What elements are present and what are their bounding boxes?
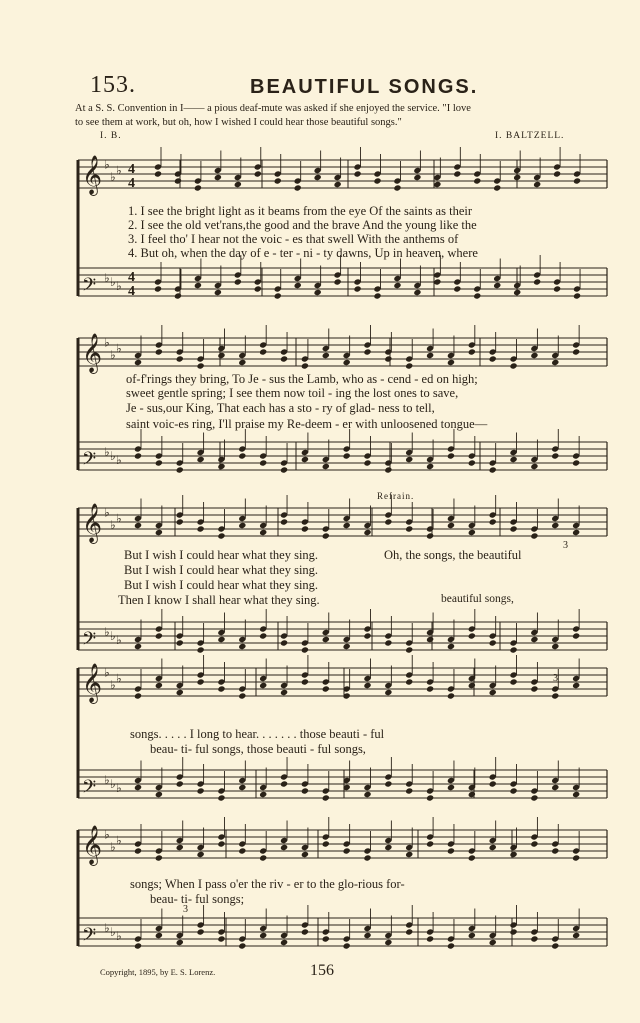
note-head — [343, 942, 351, 949]
note-head — [363, 854, 371, 861]
note-head — [530, 840, 538, 847]
note-head — [155, 529, 163, 536]
note-head — [322, 685, 330, 692]
note-head — [413, 289, 421, 296]
note-head — [573, 292, 581, 299]
note-head — [176, 466, 184, 473]
note-head — [176, 689, 184, 696]
note-head — [493, 282, 501, 289]
note-head — [176, 939, 184, 946]
note-head — [553, 170, 561, 177]
flat-sign: ♭ — [110, 678, 116, 692]
note-head — [259, 854, 267, 861]
note-head — [393, 282, 401, 289]
note-head — [197, 646, 205, 653]
note-head — [134, 452, 142, 459]
note-head — [468, 632, 476, 639]
note-head — [280, 780, 288, 787]
note-head — [468, 791, 476, 798]
treble-clef: 𝄞 — [82, 503, 103, 543]
note-head — [551, 692, 559, 699]
note-head — [489, 355, 497, 362]
note-head — [363, 932, 371, 939]
note-head — [301, 525, 309, 532]
note-head — [384, 518, 392, 525]
note-head — [194, 282, 202, 289]
bass-clef: 𝄢 — [82, 449, 97, 474]
note-head — [509, 678, 517, 685]
note-head — [214, 289, 222, 296]
note-head — [301, 362, 309, 369]
note-head — [530, 935, 538, 942]
note-head — [322, 463, 330, 470]
note-head — [197, 678, 205, 685]
note-head — [134, 847, 142, 854]
note-head — [533, 278, 541, 285]
flat-sign: ♭ — [116, 781, 122, 795]
system4-treble-text: songs. . . . . I long to hear. . . . . . . those beauti - ful — [130, 727, 385, 741]
note-head — [426, 840, 434, 847]
flat-sign: ♭ — [116, 511, 122, 526]
note-head — [572, 854, 580, 861]
note-head — [343, 359, 351, 366]
system2-verse-3: Je - sus,our King, That each has a sto - ry of glad- ness to tell, — [126, 401, 435, 415]
note-head — [405, 928, 413, 935]
note-head — [322, 794, 330, 801]
note-head — [530, 685, 538, 692]
note-head — [259, 791, 267, 798]
note-head — [373, 177, 381, 184]
system1-verse-1: 1. I see the bright light as it beams from the eye Of the saints as their — [128, 204, 473, 218]
note-head — [314, 289, 322, 296]
note-head — [217, 685, 225, 692]
note-head — [553, 285, 561, 292]
note-head — [238, 847, 246, 854]
note-head — [551, 942, 559, 949]
note-head — [530, 463, 538, 470]
note-head — [294, 184, 302, 191]
note-head — [234, 278, 242, 285]
note-head — [509, 851, 517, 858]
note-head — [433, 181, 441, 188]
hymn-number: 153. — [90, 72, 136, 98]
note-head — [134, 942, 142, 949]
note-head — [473, 177, 481, 184]
flat-sign: ♭ — [110, 777, 116, 791]
triplet-mark: 3 — [563, 540, 568, 551]
note-head — [384, 844, 392, 851]
note-head — [572, 682, 580, 689]
flat-sign: ♭ — [116, 163, 122, 178]
note-head — [363, 791, 371, 798]
note-head — [334, 181, 342, 188]
note-head — [447, 692, 455, 699]
lyricist-credit: I. B. — [100, 131, 122, 141]
note-head — [530, 794, 538, 801]
treble-clef: 𝄞 — [82, 333, 103, 373]
note-head — [238, 784, 246, 791]
note-head — [343, 847, 351, 854]
note-head — [551, 784, 559, 791]
note-head — [405, 787, 413, 794]
note-head — [384, 939, 392, 946]
treble-clef: 𝄞 — [82, 663, 103, 703]
note-head — [280, 518, 288, 525]
bass-clef: 𝄢 — [82, 925, 97, 950]
note-head — [453, 285, 461, 292]
note-head — [238, 522, 246, 529]
flat-sign: ♭ — [110, 518, 116, 532]
flat-sign: ♭ — [110, 275, 116, 289]
note-head — [134, 643, 142, 650]
note-head — [509, 787, 517, 794]
note-head — [301, 646, 309, 653]
system1-verse-2: 2. I see the old vet'rans,the good and the brave And the young like the — [128, 218, 477, 232]
note-head — [405, 525, 413, 532]
note-head — [405, 851, 413, 858]
flat-sign: ♭ — [116, 671, 122, 686]
note-head — [259, 632, 267, 639]
refrain-label: Refrain. — [377, 491, 415, 501]
refrain-bass-text: beautiful songs, — [441, 593, 514, 605]
note-head — [259, 932, 267, 939]
note-head — [176, 844, 184, 851]
flat-sign: ♭ — [110, 840, 116, 854]
note-head — [468, 932, 476, 939]
note-head — [384, 355, 392, 362]
triplet-mark: 3 — [553, 673, 558, 684]
refrain-text: Oh, the songs, the beautiful — [384, 548, 522, 562]
note-head — [280, 355, 288, 362]
note-head — [259, 459, 267, 466]
note-head — [197, 787, 205, 794]
note-head — [197, 525, 205, 532]
intro-line-2: to see them at work, but oh, how I wished I could hear those beautiful songs." — [75, 117, 402, 128]
note-head — [155, 632, 163, 639]
flat-sign: ♭ — [116, 633, 122, 647]
note-head — [154, 285, 162, 292]
note-head — [513, 289, 521, 296]
note-head — [426, 352, 434, 359]
note-head — [530, 636, 538, 643]
note-head — [176, 639, 184, 646]
note-head — [238, 359, 246, 366]
note-head — [343, 643, 351, 650]
note-head — [155, 932, 163, 939]
note-head — [217, 463, 225, 470]
note-head — [176, 355, 184, 362]
note-head — [405, 646, 413, 653]
note-head — [254, 285, 262, 292]
note-head — [254, 170, 262, 177]
note-head — [214, 174, 222, 181]
note-head — [433, 278, 441, 285]
note-head — [259, 529, 267, 536]
time-signature: 4 — [128, 176, 135, 191]
note-head — [197, 362, 205, 369]
note-head — [155, 682, 163, 689]
note-head — [447, 784, 455, 791]
note-head — [468, 854, 476, 861]
flat-sign: ♭ — [104, 827, 110, 842]
system4-bass-text: beau- ti- ful songs, those beauti - ful songs, — [150, 742, 366, 756]
note-head — [314, 174, 322, 181]
note-head — [426, 685, 434, 692]
note-head — [194, 184, 202, 191]
note-head — [572, 932, 580, 939]
system1-verse-3: 3. I feel tho' I hear not the voic - es that swell With the anthems of — [128, 232, 459, 246]
note-head — [473, 292, 481, 299]
note-head — [551, 522, 559, 529]
note-head — [489, 639, 497, 646]
flat-sign: ♭ — [110, 348, 116, 362]
note-head — [280, 639, 288, 646]
flat-sign: ♭ — [110, 170, 116, 184]
note-head — [238, 692, 246, 699]
note-head — [572, 529, 580, 536]
note-head — [134, 692, 142, 699]
note-head — [155, 854, 163, 861]
bass-clef: 𝄢 — [82, 629, 97, 654]
note-head — [217, 532, 225, 539]
note-head — [217, 794, 225, 801]
note-head — [509, 928, 517, 935]
system3-verse-3: But I wish I could hear what they sing. — [124, 578, 319, 592]
note-head — [509, 525, 517, 532]
time-signature: 4 — [128, 270, 135, 285]
note-head — [572, 348, 580, 355]
note-head — [322, 532, 330, 539]
note-head — [176, 780, 184, 787]
note-head — [217, 935, 225, 942]
note-head — [530, 352, 538, 359]
note-head — [134, 522, 142, 529]
note-head — [530, 532, 538, 539]
note-head — [197, 851, 205, 858]
system5-treble-text: songs; When I pass o'er the riv - er to the glo-rious for- — [130, 877, 405, 891]
note-head — [363, 632, 371, 639]
copyright-notice: Copyright, 1895, by E. S. Lorenz. — [100, 967, 216, 977]
note-head — [280, 689, 288, 696]
note-head — [426, 532, 434, 539]
note-head — [353, 170, 361, 177]
flat-sign: ♭ — [104, 335, 110, 350]
treble-clef: 𝄞 — [82, 155, 103, 195]
note-head — [509, 456, 517, 463]
system2-verse-2: sweet gentle spring; I see them now toil - ing the lost ones to save, — [126, 386, 459, 400]
note-head — [551, 452, 559, 459]
page-number: 156 — [310, 962, 334, 979]
note-head — [301, 851, 309, 858]
note-head — [322, 636, 330, 643]
note-head — [493, 184, 501, 191]
note-head — [447, 359, 455, 366]
flat-sign: ♭ — [110, 449, 116, 463]
note-head — [447, 847, 455, 854]
flat-sign: ♭ — [116, 929, 122, 943]
flat-sign: ♭ — [116, 453, 122, 467]
note-head — [373, 292, 381, 299]
note-head — [453, 170, 461, 177]
note-head — [413, 174, 421, 181]
note-head — [384, 639, 392, 646]
note-head — [447, 452, 455, 459]
note-head — [384, 689, 392, 696]
note-head — [301, 456, 309, 463]
note-head — [238, 452, 246, 459]
note-head — [363, 459, 371, 466]
note-head — [259, 348, 267, 355]
system5-bass-text: beau- ti- ful songs; — [150, 892, 245, 906]
flat-sign: ♭ — [110, 629, 116, 643]
note-head — [405, 362, 413, 369]
note-head — [509, 362, 517, 369]
time-signature: 4 — [128, 284, 135, 299]
system1-verse-4: 4. But oh, when the day of e - ter - ni - ty dawns, Up in heaven, where — [128, 246, 478, 260]
flat-sign: ♭ — [104, 665, 110, 680]
system3-verse-1: But I wish I could hear what they sing. — [124, 548, 319, 562]
note-head — [301, 678, 309, 685]
note-head — [572, 791, 580, 798]
note-head — [447, 942, 455, 949]
note-head — [468, 348, 476, 355]
bass-clef: 𝄢 — [82, 275, 97, 300]
flat-sign: ♭ — [116, 279, 122, 293]
note-head — [489, 689, 497, 696]
note-head — [363, 348, 371, 355]
note-head — [426, 935, 434, 942]
note-head — [384, 466, 392, 473]
note-head — [426, 636, 434, 643]
note-head — [238, 942, 246, 949]
note-head — [447, 643, 455, 650]
hymn-title: BEAUTIFUL SONGS. — [250, 76, 479, 98]
system3-verse-4: Then I know I shall hear what they sing. — [118, 593, 320, 607]
flat-sign: ♭ — [104, 157, 110, 172]
note-head — [259, 682, 267, 689]
note-head — [322, 352, 330, 359]
note-head — [154, 170, 162, 177]
note-head — [174, 292, 182, 299]
triplet-mark: 3 — [183, 904, 188, 915]
flat-sign: ♭ — [116, 833, 122, 848]
note-head — [468, 682, 476, 689]
intro-line-1: At a S. S. Convention in I—— a pious deaf-mute was asked if she enjoyed the service. "I love — [75, 103, 471, 114]
note-head — [322, 935, 330, 942]
treble-clef: 𝄞 — [82, 825, 103, 865]
note-head — [489, 518, 497, 525]
composer-credit: I. BALTZELL. — [495, 131, 565, 141]
note-head — [274, 177, 282, 184]
flat-sign: ♭ — [104, 505, 110, 520]
note-head — [294, 282, 302, 289]
note-head — [155, 459, 163, 466]
note-head — [334, 278, 342, 285]
note-head — [551, 359, 559, 366]
note-head — [572, 459, 580, 466]
flat-sign: ♭ — [104, 773, 110, 787]
note-head — [301, 928, 309, 935]
note-head — [489, 844, 497, 851]
flat-sign: ♭ — [104, 625, 110, 639]
note-head — [426, 794, 434, 801]
note-head — [572, 632, 580, 639]
note-head — [405, 678, 413, 685]
note-head — [393, 184, 401, 191]
note-head — [217, 352, 225, 359]
note-head — [405, 456, 413, 463]
bass-clef: 𝄢 — [82, 777, 97, 802]
note-head — [280, 466, 288, 473]
note-head — [551, 643, 559, 650]
note-head — [447, 522, 455, 529]
note-head — [322, 840, 330, 847]
note-head — [573, 177, 581, 184]
note-head — [489, 780, 497, 787]
note-head — [238, 643, 246, 650]
note-head — [551, 847, 559, 854]
note-head — [274, 292, 282, 299]
note-head — [343, 452, 351, 459]
note-head — [155, 791, 163, 798]
note-head — [513, 174, 521, 181]
note-head — [174, 177, 182, 184]
note-head — [343, 522, 351, 529]
system3-verse-2: But I wish I could hear what they sing. — [124, 563, 319, 577]
note-head — [217, 840, 225, 847]
note-head — [134, 359, 142, 366]
note-head — [489, 939, 497, 946]
note-head — [280, 844, 288, 851]
note-head — [197, 928, 205, 935]
note-head — [426, 463, 434, 470]
system2-verse-4: saint voic-es ring, I'll praise my Re-deem - er with unloosened tongue— — [126, 417, 488, 431]
note-head — [155, 348, 163, 355]
note-head — [134, 784, 142, 791]
note-head — [217, 636, 225, 643]
note-head — [489, 466, 497, 473]
flat-sign: ♭ — [110, 925, 116, 939]
note-head — [384, 780, 392, 787]
note-head — [197, 456, 205, 463]
note-head — [280, 939, 288, 946]
note-head — [363, 682, 371, 689]
note-head — [234, 181, 242, 188]
note-head — [176, 518, 184, 525]
note-head — [363, 529, 371, 536]
note-head — [468, 529, 476, 536]
flat-sign: ♭ — [104, 445, 110, 459]
system2-verse-1: of-f'rings they bring, To Je - sus the Lamb, who as - cend - ed on high; — [126, 372, 478, 386]
note-head — [509, 646, 517, 653]
note-head — [353, 285, 361, 292]
flat-sign: ♭ — [104, 271, 110, 285]
note-head — [301, 787, 309, 794]
note-head — [533, 181, 541, 188]
flat-sign: ♭ — [116, 341, 122, 356]
note-head — [468, 459, 476, 466]
time-signature: 4 — [128, 162, 135, 177]
flat-sign: ♭ — [104, 921, 110, 935]
